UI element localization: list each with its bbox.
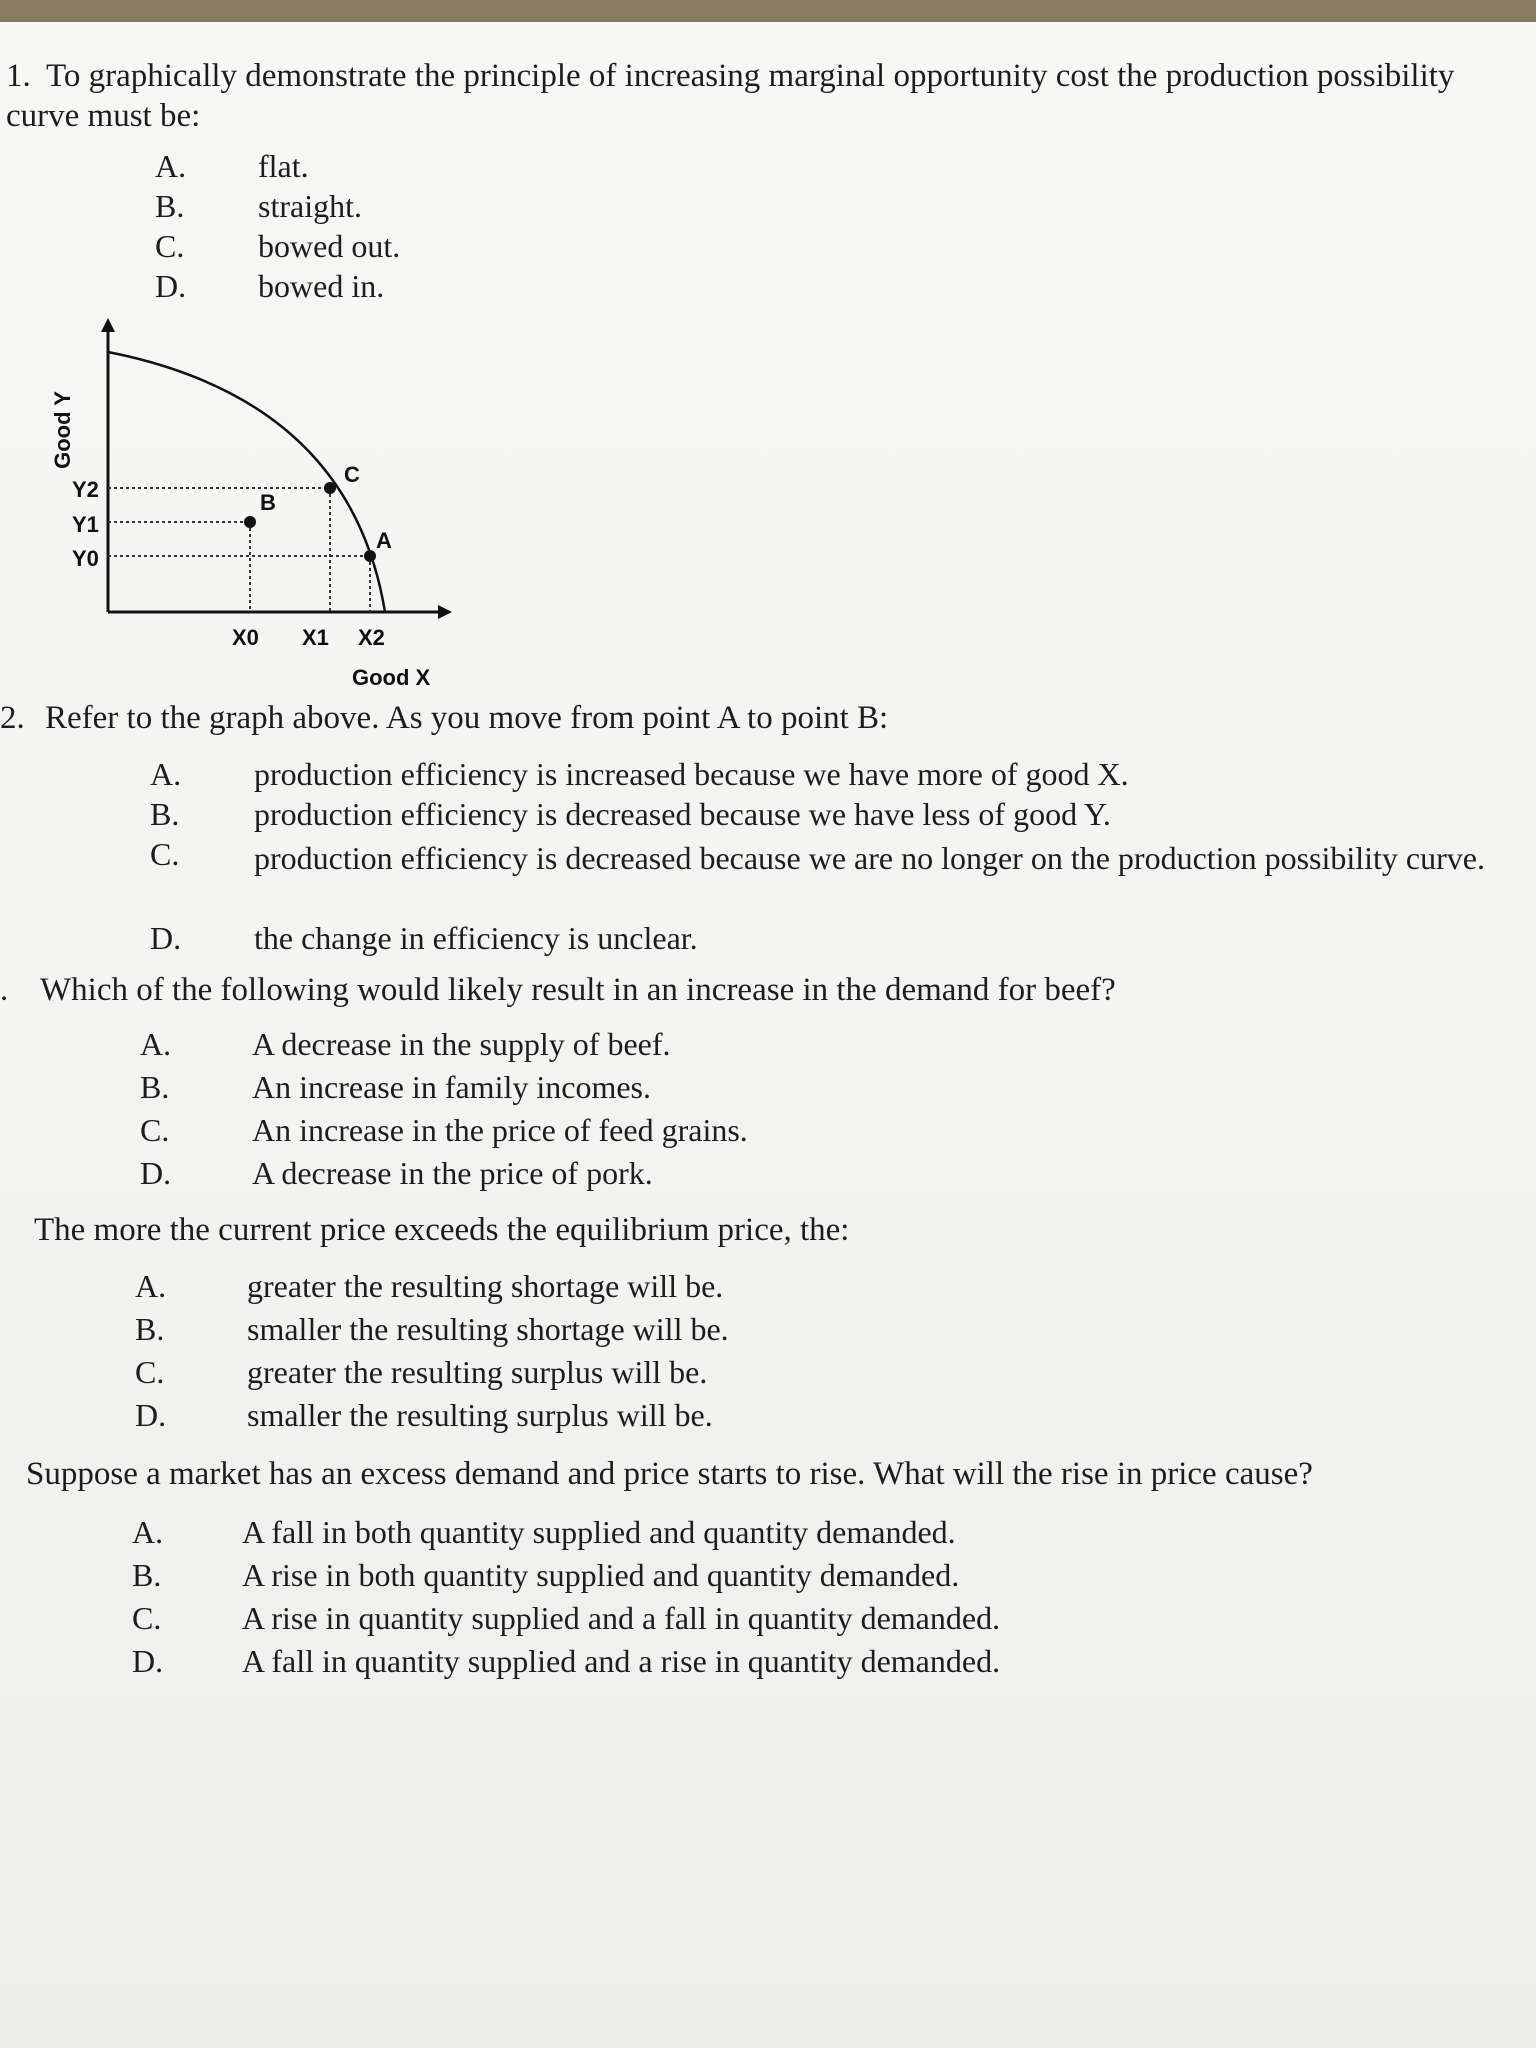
y-tick-label: Y2 — [72, 477, 99, 502]
option-a[interactable] — [155, 148, 755, 188]
option-text: A rise in quantity supplied and a fall in quantity demanded. — [242, 1600, 1001, 1636]
question-text: Suppose a market has an excess demand and price starts to rise. What will the rise in price cause? — [26, 1456, 1313, 1492]
question-1-stem — [6, 56, 1506, 136]
option-text: straight. — [258, 188, 362, 224]
question-text: Which of the following would likely result in an increase in the demand for beef? — [40, 972, 1116, 1008]
question-2-options — [150, 756, 1520, 960]
option-text: flat. — [258, 148, 309, 184]
option-letter: C. — [150, 836, 180, 872]
option-text: the change in efficiency is unclear. — [254, 920, 698, 956]
option-text: greater the resulting surplus will be. — [247, 1354, 708, 1390]
option-text: A decrease in the supply of beef. — [252, 1026, 671, 1062]
option-text: smaller the resulting surplus will be. — [247, 1397, 713, 1433]
question-2-stem — [0, 698, 1500, 738]
option-letter: B. — [132, 1557, 162, 1593]
x-tick-label: X1 — [302, 625, 329, 650]
option-letter: D. — [155, 268, 187, 304]
option-text: production efficiency is increased because we have more of good X. — [254, 756, 1129, 792]
question-3-stem — [0, 970, 1500, 1010]
point-label-c: C — [344, 462, 360, 487]
worksheet-page — [0, 22, 1536, 2048]
ppc-graph — [40, 300, 480, 710]
option-letter: A. — [140, 1026, 172, 1062]
option-d[interactable] — [140, 1155, 1440, 1198]
option-letter: C. — [132, 1600, 162, 1636]
option-text: An increase in the price of feed grains. — [252, 1112, 748, 1148]
question-text: Refer to the graph above. As you move from point A to point B: — [45, 700, 889, 736]
option-c[interactable] — [140, 1112, 1440, 1155]
option-letter: C. — [140, 1112, 170, 1148]
option-c[interactable] — [150, 836, 1520, 920]
option-text: A rise in both quantity supplied and quantity demanded. — [242, 1557, 960, 1593]
question-number: 2. — [0, 700, 25, 736]
option-b[interactable] — [140, 1069, 1440, 1112]
option-letter: A. — [155, 148, 187, 184]
option-text: greater the resulting shortage will be. — [247, 1268, 724, 1304]
point-a — [364, 550, 376, 562]
option-text: bowed out. — [258, 228, 401, 264]
y-axis-arrow — [101, 318, 115, 332]
option-letter: B. — [155, 188, 185, 224]
option-text: A decrease in the price of pork. — [252, 1155, 653, 1191]
option-b[interactable] — [135, 1311, 1435, 1354]
question-4-stem — [34, 1210, 1514, 1250]
option-d[interactable] — [150, 920, 1520, 960]
question-text: To graphically demonstrate the principle of increasing marginal opportunity cost the production possibility curve must be: — [6, 58, 1455, 134]
option-a[interactable] — [132, 1514, 1482, 1557]
option-text: A fall in both quantity supplied and quantity demanded. — [242, 1514, 956, 1550]
question-5-stem — [26, 1454, 1516, 1494]
option-c[interactable] — [155, 228, 755, 268]
x-axis-arrow — [438, 605, 452, 619]
x-axis-label: Good X — [352, 665, 431, 690]
option-letter: D. — [150, 920, 182, 956]
option-b[interactable] — [155, 188, 755, 228]
option-letter: C. — [135, 1354, 165, 1390]
x-tick-label: X0 — [232, 625, 259, 650]
x-tick-label: X2 — [358, 625, 385, 650]
option-text: An increase in family incomes. — [252, 1069, 651, 1105]
option-c[interactable] — [132, 1600, 1482, 1643]
question-1-options — [155, 148, 755, 308]
option-c[interactable] — [135, 1354, 1435, 1397]
option-b[interactable] — [150, 796, 1520, 836]
point-label-b: B — [260, 490, 276, 515]
point-label-a: A — [376, 528, 392, 553]
option-a[interactable] — [140, 1026, 1440, 1069]
question-number: 1. — [6, 58, 31, 94]
option-text: A fall in quantity supplied and a rise in quantity demanded. — [242, 1643, 1001, 1679]
option-letter: C. — [155, 228, 185, 264]
option-letter: A. — [150, 756, 182, 792]
y-axis-label: Good Y — [50, 391, 75, 469]
option-letter: B. — [140, 1069, 170, 1105]
point-b — [244, 516, 256, 528]
option-a[interactable] — [135, 1268, 1435, 1311]
question-text: The more the current price exceeds the equilibrium price, the: — [34, 1212, 850, 1248]
option-b[interactable] — [132, 1557, 1482, 1600]
point-c — [324, 482, 336, 494]
y-tick-label: Y0 — [72, 546, 99, 571]
option-text: production efficiency is decreased because we are no longer on the production possibility curve. — [254, 840, 1485, 876]
option-d[interactable] — [132, 1643, 1482, 1686]
option-letter: D. — [132, 1643, 164, 1679]
option-letter: A. — [132, 1514, 164, 1550]
option-text: bowed in. — [258, 268, 385, 304]
question-3-options — [140, 1026, 1440, 1198]
y-tick-label: Y1 — [72, 512, 99, 537]
option-letter: A. — [135, 1268, 167, 1304]
option-letter: B. — [150, 796, 180, 832]
question-4-options — [135, 1268, 1435, 1440]
option-a[interactable] — [150, 756, 1520, 796]
option-text: production efficiency is decreased because we have less of good Y. — [254, 796, 1111, 832]
option-text: smaller the resulting shortage will be. — [247, 1311, 729, 1347]
option-letter: D. — [135, 1397, 167, 1433]
option-letter: D. — [140, 1155, 172, 1191]
question-number: . — [0, 972, 9, 1008]
option-letter: B. — [135, 1311, 165, 1347]
option-d[interactable] — [135, 1397, 1435, 1440]
question-5-options — [132, 1514, 1482, 1686]
